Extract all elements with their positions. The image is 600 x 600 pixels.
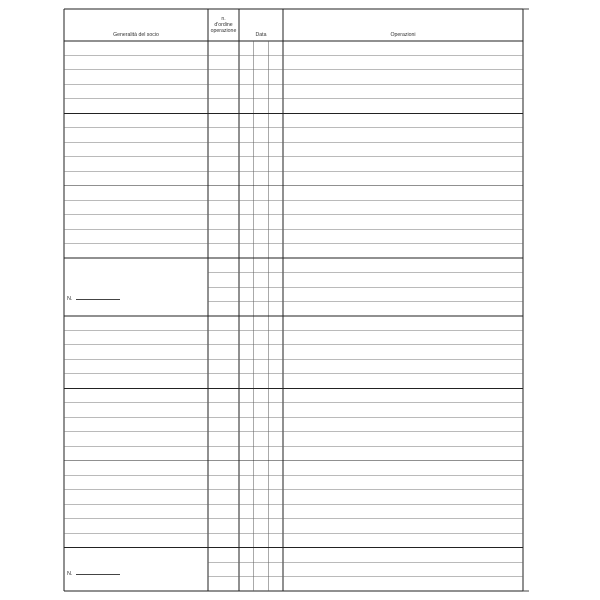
- header-date: Data: [255, 32, 267, 38]
- member-number-label: N.: [67, 571, 73, 577]
- member-number-field-1[interactable]: [67, 296, 120, 302]
- member-number-field-2[interactable]: [67, 571, 120, 577]
- header-operations: Operazioni: [390, 32, 416, 38]
- member-number-blank[interactable]: [76, 574, 120, 575]
- member-number-blank[interactable]: [76, 299, 120, 300]
- header-order-number-line2: d'ordine: [214, 22, 233, 28]
- header-order-number: [208, 16, 239, 34]
- header-member-details: Generalità del socio: [113, 32, 159, 38]
- header-order-number-line3: operazione: [210, 28, 237, 34]
- header-order-number-line1: n.: [221, 16, 226, 22]
- member-number-label: N.: [67, 296, 73, 302]
